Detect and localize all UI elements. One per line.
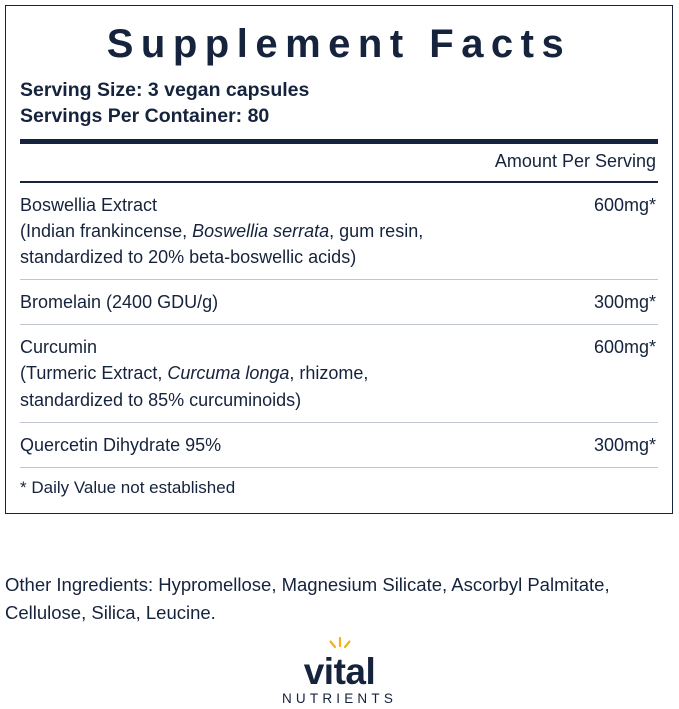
detail-text-italic: Curcuma longa: [167, 363, 290, 384]
serving-size-line: Serving Size: 3 vegan capsules: [20, 78, 310, 101]
page-title: Supplement Facts: [106, 22, 572, 66]
ingredient-amount: 600mg*: [593, 195, 656, 216]
ingredient-name-cell: [20, 192, 582, 270]
other-ingredients: [5, 571, 665, 627]
daily-value-footnote: * Daily Value not established: [20, 477, 236, 497]
ingredient-name: Boswellia Extract: [20, 195, 158, 216]
detail-text-italic: Boswellia serrata: [192, 221, 330, 242]
ingredient-name: Quercetin Dihydrate 95%: [20, 434, 222, 455]
ingredient-name-cell: [20, 334, 582, 412]
ingredient-amount: 600mg*: [593, 337, 656, 358]
table-row: [20, 280, 658, 324]
ingredient-name-cell: [20, 289, 582, 315]
ingredient-amount: 300mg*: [593, 292, 656, 313]
brand-name: vital: [303, 651, 376, 692]
ingredient-detail-line1: [20, 218, 582, 244]
brand-logo: [0, 637, 679, 707]
sparkle-icon: [0, 637, 679, 655]
ingredient-amount: 300mg*: [593, 434, 656, 455]
brand-subtitle: NUTRIENTS: [281, 690, 398, 706]
detail-text-post: , gum resin,: [329, 221, 424, 242]
detail-text-pre: (Indian frankincense,: [20, 221, 193, 242]
ingredient-detail-line2: standardized to 20% beta-boswellic acids): [20, 247, 357, 268]
ingredient-detail-line2: standardized to 85% curcuminoids): [20, 389, 302, 410]
supplement-facts-panel: [5, 5, 673, 514]
ingredient-detail-line1: [20, 360, 582, 386]
detail-text-post: , rhizome,: [289, 363, 369, 384]
ingredient-name: Curcumin: [20, 337, 98, 358]
detail-text-pre: (Turmeric Extract,: [20, 363, 168, 384]
ingredient-name-cell: [20, 432, 582, 458]
table-row: [20, 183, 658, 279]
amount-per-serving-header: Amount Per Serving: [494, 151, 656, 172]
servings-per-container-line: Servings Per Container: 80: [20, 105, 270, 128]
other-ingredients-line1: Other Ingredients: Hypromellose, Magnesium Silicate, Ascorbyl Palmitate,: [5, 574, 610, 595]
table-row: [20, 423, 658, 467]
ingredient-name: Bromelain (2400 GDU/g): [20, 292, 219, 313]
other-ingredients-line2: Cellulose, Silica, Leucine.: [5, 601, 216, 623]
table-row: [20, 325, 658, 421]
